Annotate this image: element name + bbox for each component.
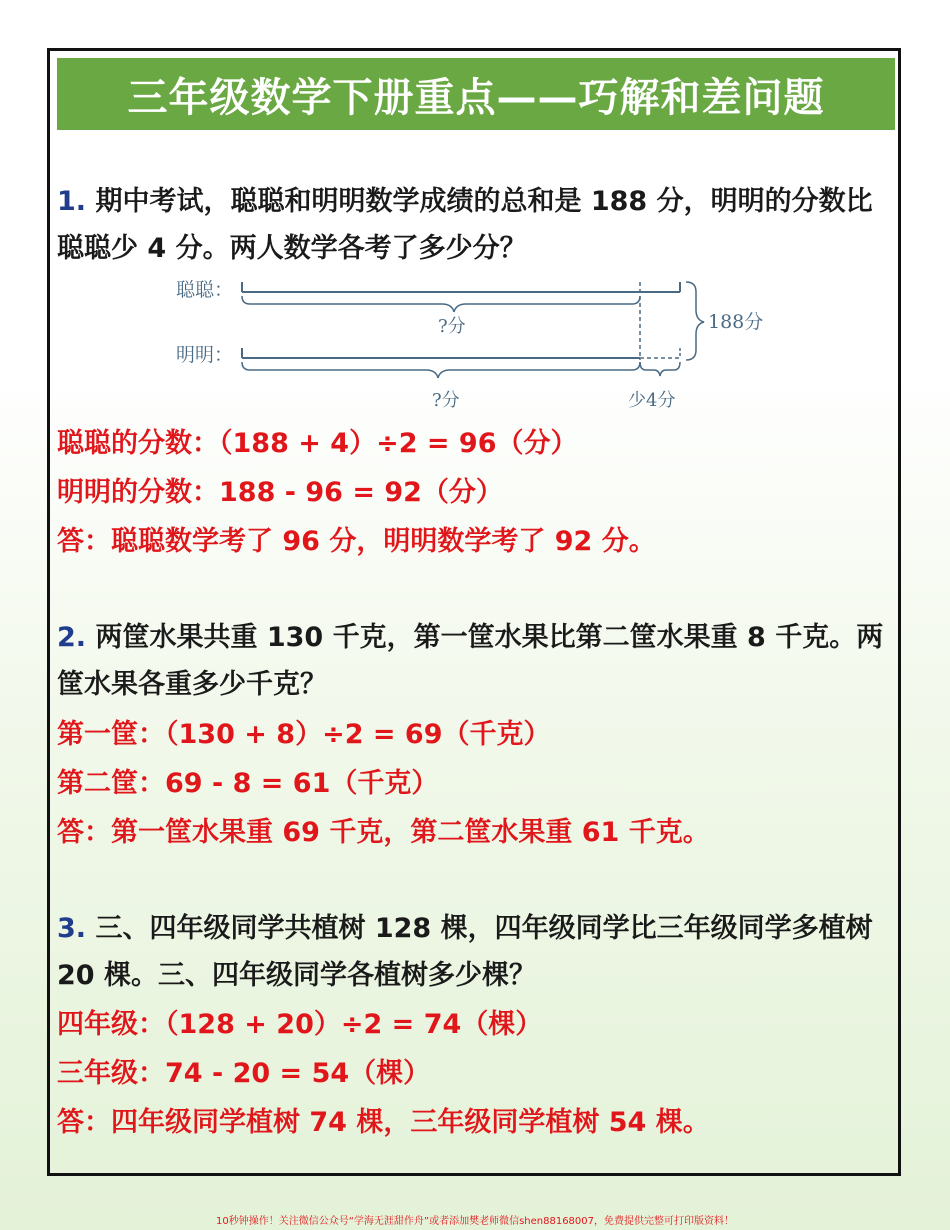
- problem-1-question: [57, 178, 897, 272]
- problem-2-step-2: 第二筐：69 - 8 = 61（千克）: [57, 768, 439, 799]
- total-brace: [686, 282, 704, 360]
- problem-2-question: [57, 614, 897, 708]
- problem-3-question: [57, 905, 897, 999]
- problem-text: 三、四年级同学共植树 128 棵，四年级同学比三年级同学多植树 20 棵。三、四年级同学各植树多少棵？: [57, 913, 873, 991]
- problem-text: 期中考试，聪聪和明明数学成绩的总和是 188 分，明明的分数比聪聪少 4 分。两人数学各考了多少分？: [57, 186, 873, 264]
- diagram-label-bottom: 明明：: [176, 344, 234, 366]
- diagram-diff: 少4分: [628, 390, 676, 411]
- problem-number: 3.: [57, 913, 87, 944]
- diagram-q-bottom: ?分: [432, 390, 460, 411]
- problem-1-answer: 答：聪聪数学考了 96 分，明明数学考了 92 分。: [57, 526, 656, 557]
- problem-2-answer: 答：第一筐水果重 69 千克，第二筐水果重 61 千克。: [57, 817, 710, 848]
- diagram-q-top: ?分: [438, 316, 466, 337]
- page-title: 三年级数学下册重点——巧解和差问题: [57, 58, 895, 130]
- problem-3-answer: 答：四年级同学植树 74 棵，三年级同学植树 54 棵。: [57, 1107, 710, 1138]
- bottom-brace: [242, 362, 640, 378]
- problem-text: 两筐水果共重 130 千克，第一筐水果比第二筐水果重 8 千克。两筐水果各重多少千克？: [57, 622, 884, 700]
- problem-2-step-1: 第一筐：（130 + 8）÷2 = 69（千克）: [57, 719, 551, 750]
- problem-3-step-2: 三年级：74 - 20 = 54（棵）: [57, 1058, 431, 1089]
- problem-3-step-1: 四年级：（128 + 20）÷2 = 74（棵）: [57, 1009, 543, 1040]
- diagram-total: 188分: [708, 311, 764, 333]
- problem-1-step-1: 聪聪的分数：（188 + 4）÷2 = 96（分）: [57, 428, 578, 459]
- diff-brace: [640, 362, 680, 376]
- footer-notice: 10秒钟操作！关注微信公众号“学海无涯甜作舟”或者添加樊老师微信shen88168007，免费提供完整可打印版资料！: [215, 1216, 735, 1227]
- problem-1-step-2: 明明的分数：188 - 96 = 92（分）: [57, 477, 503, 508]
- top-brace: [242, 296, 640, 312]
- line-segment-diagram: [170, 270, 790, 420]
- problem-number: 1.: [57, 186, 87, 217]
- diagram-label-top: 聪聪：: [176, 279, 234, 301]
- problem-number: 2.: [57, 622, 87, 653]
